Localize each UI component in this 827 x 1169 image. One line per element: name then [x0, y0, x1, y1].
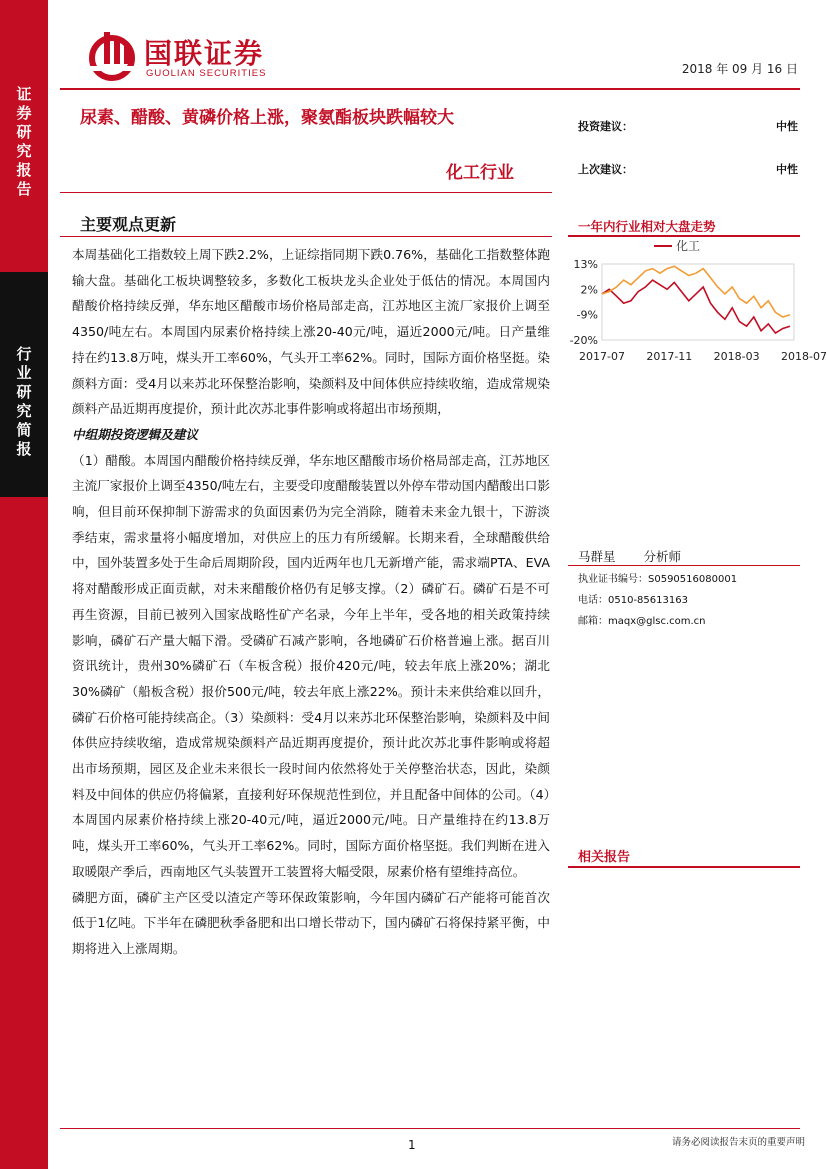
sidebar-label-industry-brief: 行 业 研 究 简 报: [16, 345, 32, 458]
section-divider: [60, 236, 552, 237]
rating-current-label: 投资建议：: [578, 120, 633, 133]
rating-current: [578, 118, 798, 134]
logo-emblem-icon: [86, 30, 138, 82]
chart-svg: [568, 238, 827, 373]
chart-title: 一年内行业相对大盘走势: [578, 219, 716, 234]
logo-subtext: GUOLIAN SECURITIES: [146, 68, 267, 79]
analyst-email: 邮箱：maqx@glsc.com.cn: [578, 616, 706, 627]
rating-current-value: 中性: [776, 120, 798, 133]
analyst-cert: 执业证书编号：S0590516080001: [578, 574, 738, 585]
analyst-role: 分析师: [643, 549, 682, 564]
report-title: 尿素、醋酸、黄磷价格上涨，聚氨酯板块跌幅较大: [80, 108, 454, 128]
chart-divider: [568, 235, 800, 237]
body-subheading: 中组期投资逻辑及建议: [72, 426, 198, 442]
analyst-name: 马群星: [578, 549, 616, 564]
chart-plot-area: [602, 264, 794, 340]
x-tick-label: 2018-03: [713, 350, 760, 363]
related-reports-title: 相关报告: [578, 850, 631, 865]
report-body: [72, 242, 550, 962]
section-title: 主要观点更新: [80, 215, 177, 234]
analyst-phone: 电话：0510-85613163: [578, 595, 688, 606]
x-tick-label: 2017-07: [579, 350, 625, 363]
y-tick-label: 2%: [580, 283, 598, 297]
y-tick-label: 13%: [573, 258, 598, 271]
x-tick-label: 2018-07: [781, 350, 827, 363]
body-paragraph-3: 磷肥方面，磷矿主产区受以渣定产等环保政策影响，今年国内磷矿石产能将可能首次低于1亿吨。下半年在磷肥秋季备肥和出口增长带动下，国内磷矿石将保持紧平衡，中期将进入上涨周期。: [72, 889, 550, 956]
report-date: 2018 年 09 月 16 日: [681, 62, 798, 76]
company-logo: [82, 28, 302, 84]
header-divider: [60, 88, 800, 90]
rating-previous: [578, 161, 798, 177]
analyst-info: [578, 547, 798, 632]
footer-divider: [60, 1128, 800, 1129]
title-divider: [60, 192, 552, 193]
y-tick-label: -9%: [576, 308, 598, 322]
body-paragraph-1: 本周基础化工指数较上周下跌2.2%，上证综指同期下跌0.76%，基础化工指数整体跑输大盘。基础化工板块调整较多，多数化工板块龙头企业处于低估的情况。本周国内醋酸价格持续反弹，华东地区醋酸市场价格局部走高，江苏地区主流厂家报价上调至4350/吨左右。本周国内尿素价格持续上涨20-40元/吨，逼近2000元/吨。日产量维持在约13.8万吨，煤头开工率60%，气头开工率62%。同时，国际方面价格坚挺。染颜料方面：受4月以来苏北环保整治影响，染颜料及中间体供应持续收缩，造成常规染颜料产品近期再度提价，预计此次苏北事件影响或将超出市场预期，: [72, 247, 550, 417]
rating-previous-value: 中性: [776, 163, 798, 176]
relative-performance-chart: [568, 238, 827, 373]
related-divider: [568, 866, 800, 868]
footer-disclaimer: 请务必阅读报告末页的重要声明: [671, 1137, 805, 1148]
body-paragraph-2: （1）醋酸。本周国内醋酸价格持续反弹，华东地区醋酸市场价格局部走高，江苏地区主流厂家报价上调至4350/吨左右，主要受印度醋酸装置以外停车带动国内醋酸出口影响，但目前环保抑制下游需求的负面因素仍为完全消除，随着未来金九银十，下游淡季结束，需求量将小幅度增加，对供应上的压力有所缓解。长期来看，全球醋酸供给中，国外装置多处于生命后周期阶段，国内近两年也几无新增产能，需求端PTA、EVA将对醋酸形成正面贡献，对未来醋酸价格仍有足够支撑。（2）磷矿石。磷矿石是不可再生资源，目前已被列入国家战略性矿产名录，今年上半年，受各地的相关政策持续影响，磷矿石产量大幅下滑。受磷矿石减产影响，各地磷矿石价格普遍上涨。据百川资讯统计，贵州30%磷矿石（车板含税）报价420元/吨，较去年底上涨20%；湖北30%磷矿（船板含税）报价500元/吨，较去年底上涨22%。预计未来供给难以回升，磷矿石价格可能持续高企。（3）染颜料：受4月以来苏北环保整治影响，染颜料及中间体供应持续收缩，造成常规染颜料产品近期再度提价，预计此次苏北事件影响或将超出市场预期，园区及企业未来很长一段时间内依然将处于关停整治状态，因此，染颜料及中间体的供应仍将偏紧，直接利好环保规范性到位，并且配备中间体的公司。（4）本周国内尿素价格持续上涨20-40元/吨，逼近2000元/吨。日产量维持在约13.8万吨，煤头开工率60%，气头开工率62%。同时，国际方面价格坚挺。我们判断在进入取暖限产季后，西南地区气头装置开工装置将大幅受限，尿素价格有望维持高位。: [72, 452, 550, 879]
logo-text: 国联证券: [144, 37, 265, 70]
analyst-name-row: [578, 547, 798, 565]
legend-label: 化工: [676, 239, 701, 253]
rating-previous-label: 上次建议：: [578, 163, 633, 176]
page-number: 1: [408, 1138, 416, 1152]
industry-name: 化工行业: [446, 163, 514, 183]
series-line-market: [602, 266, 790, 317]
y-tick-label: -20%: [569, 334, 598, 347]
x-tick-label: 2017-11: [646, 350, 693, 363]
sidebar-label-securities-report: 证 券 研 究 报 告: [16, 85, 32, 198]
